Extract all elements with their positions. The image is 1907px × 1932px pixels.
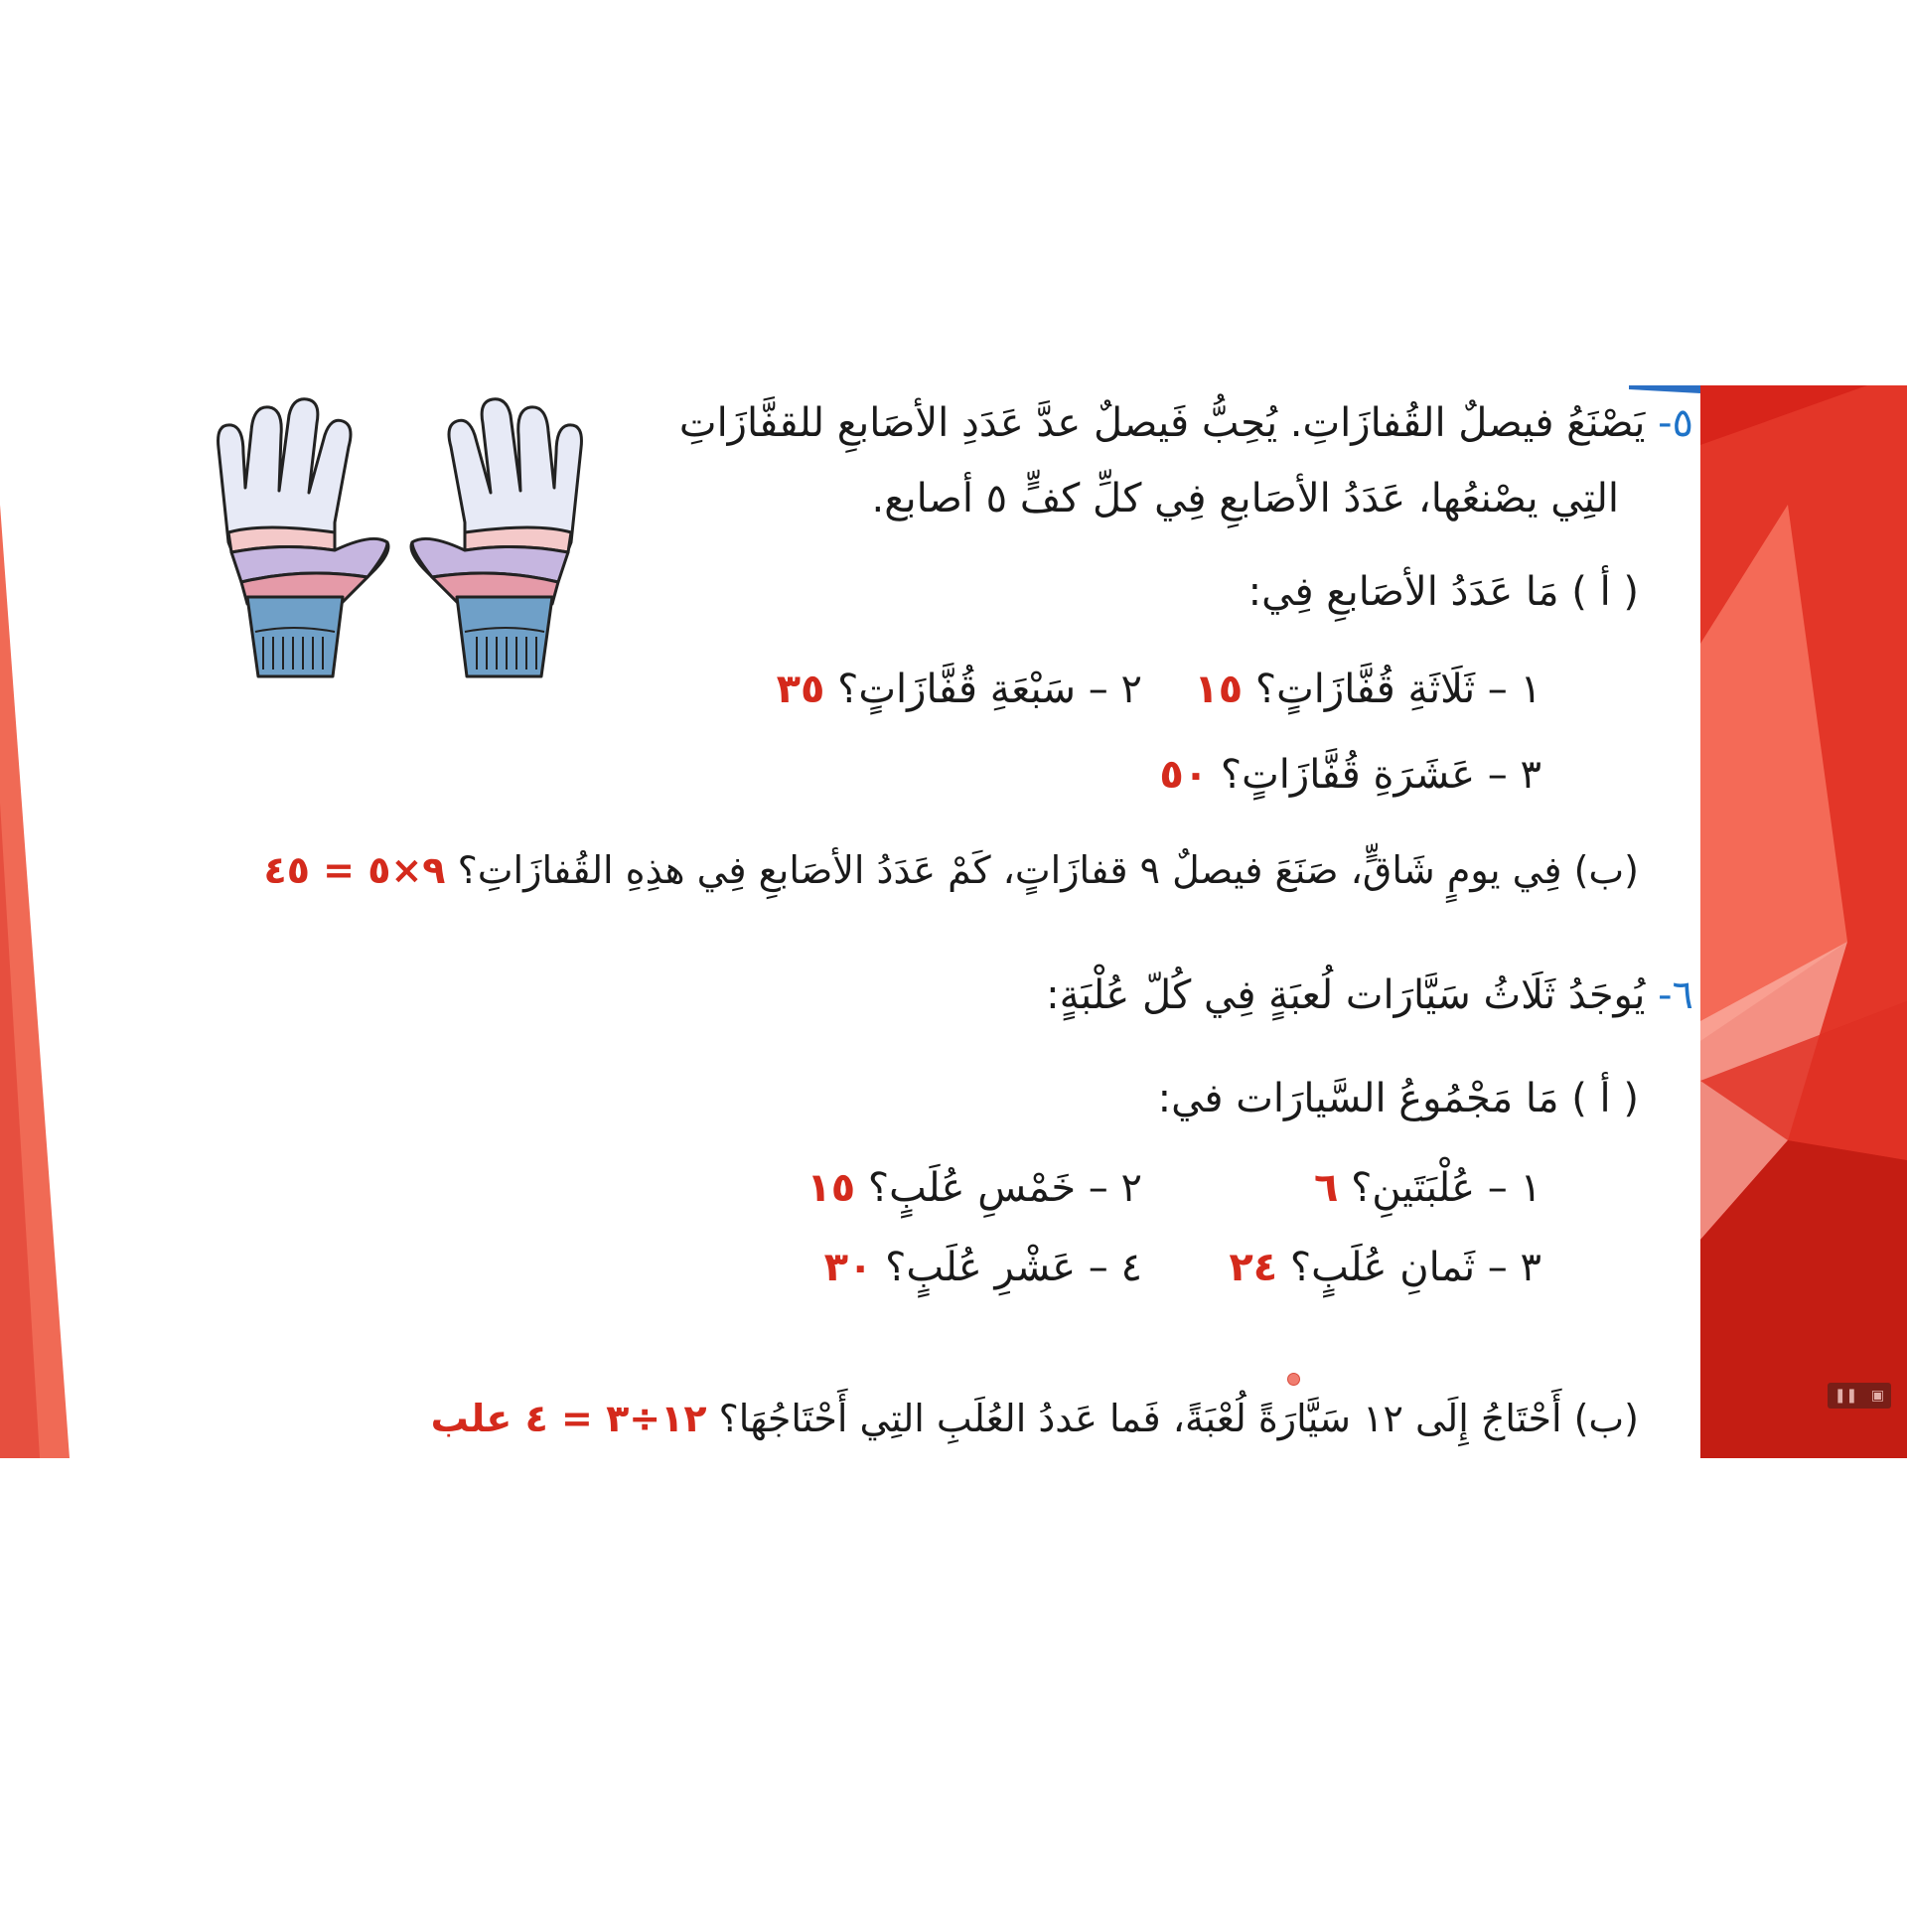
problem6-item-2 xyxy=(807,1160,1142,1216)
problem5-part-b-answer: ٩×٥ = ٤٥ xyxy=(263,848,446,892)
top-blue-strip xyxy=(1629,385,1700,393)
pause-icon[interactable]: ❚❚ xyxy=(1834,1388,1858,1404)
slideshow-controls xyxy=(1828,1383,1891,1409)
problem6-item-1-label: ١ – عُلْبَتَينِ؟ xyxy=(1351,1165,1541,1211)
problem5-part-a-prompt: ( أ ) مَا عَدَدُ الأصَابعِ فِي: xyxy=(1247,569,1639,615)
problem6-item-4-answer: ٣٠ xyxy=(823,1245,873,1290)
problem5-line2 xyxy=(872,471,1619,526)
problem6-item-3-answer: ٢٤ xyxy=(1229,1245,1278,1290)
problem5-line1 xyxy=(679,395,1693,451)
problem6-number: ٦- xyxy=(1658,972,1693,1018)
problem6-item-4 xyxy=(824,1240,1142,1295)
problem6-item-3-label: ٣ – ثَمانِ عُلَبٍ؟ xyxy=(1289,1245,1541,1290)
problem5-item-3-answer: ٥٠ xyxy=(1159,752,1209,798)
problem5-item-1-answer: ١٥ xyxy=(1194,667,1244,712)
problem5-part-b xyxy=(264,842,1639,898)
problem6-part-b-prompt: (ب) أَحْتَاجُ إِلَى ١٢ سَيَّارَةً لُعْبَةً، فَما عَددُ العُلَبِ التِي أَحْتَاجُهَا؟ xyxy=(718,1397,1639,1440)
problem6-line1 xyxy=(1046,967,1693,1023)
gloves-illustration xyxy=(204,393,596,681)
problem6-part-b xyxy=(431,1391,1639,1446)
right-glove xyxy=(411,399,581,676)
screen-icon[interactable]: ▣ xyxy=(1870,1388,1885,1404)
problem6-item-1 xyxy=(1314,1160,1541,1216)
problem6-item-2-label: ٢ – خَمْسِ عُلَبٍ؟ xyxy=(867,1165,1142,1211)
problem5-item-1-label: ١ – ثَلَاثَةِ قُفَّازَاتٍ؟ xyxy=(1254,667,1541,712)
left-glove xyxy=(219,399,388,676)
problem5-part-b-prompt: (ب) فِي يومٍ شَاقٍّ، صَنَعَ فيصلٌ ٩ قفازَاتٍ، كَمْ عَدَدُ الأصَابعِ فِي هذِهِ القُفازَاتِ؟ xyxy=(457,848,1639,892)
problem6-item-3 xyxy=(1229,1240,1541,1295)
laser-pointer-dot xyxy=(1287,1373,1300,1386)
problem5-item-2-answer: ٣٥ xyxy=(776,667,825,712)
problem6-part-a-prompt: ( أ ) مَا مَجْمُوعُ السَّيارَات في: xyxy=(1157,1076,1639,1121)
problem5-item-3 xyxy=(1159,747,1541,803)
problem6-text-line1: يُوجَدُ ثَلَاثُ سَيَّارَات لُعبَةٍ فِي كُلّ عُلْبَةٍ: xyxy=(1046,972,1646,1018)
problem5-text-line2: التِي يصْنعُها، عَدَدُ الأصَابعِ فِي كلِّ كفٍّ ٥ أصابع. xyxy=(871,476,1619,521)
problem6-item-1-answer: ٦ xyxy=(1313,1165,1339,1211)
problem5-number: ٥- xyxy=(1658,400,1693,446)
problem5-text-line1: يَصْنَعُ فيصلٌ القُفازَاتِ. يُحِبُّ فَيصلٌ عدَّ عَدَدِ الأصَابعِ للقفَّازَاتِ xyxy=(678,400,1646,446)
problem6-item-4-label: ٤ – عَشْرِ عُلَبٍ؟ xyxy=(885,1245,1142,1290)
problem5-item-3-label: ٣ – عَشَرَةِ قُفَّازَاتٍ؟ xyxy=(1220,752,1541,798)
problem5-item-2 xyxy=(777,662,1142,717)
problem6-part-b-answer: ١٢÷٣ = ٤ علب xyxy=(430,1397,707,1440)
problem6-item-2-answer: ١٥ xyxy=(807,1165,856,1211)
problem5-item-1 xyxy=(1194,662,1541,717)
slide xyxy=(0,385,1907,1458)
problem5-item-2-label: ٢ – سَبْعَةِ قُفَّازَاتٍ؟ xyxy=(837,667,1142,712)
